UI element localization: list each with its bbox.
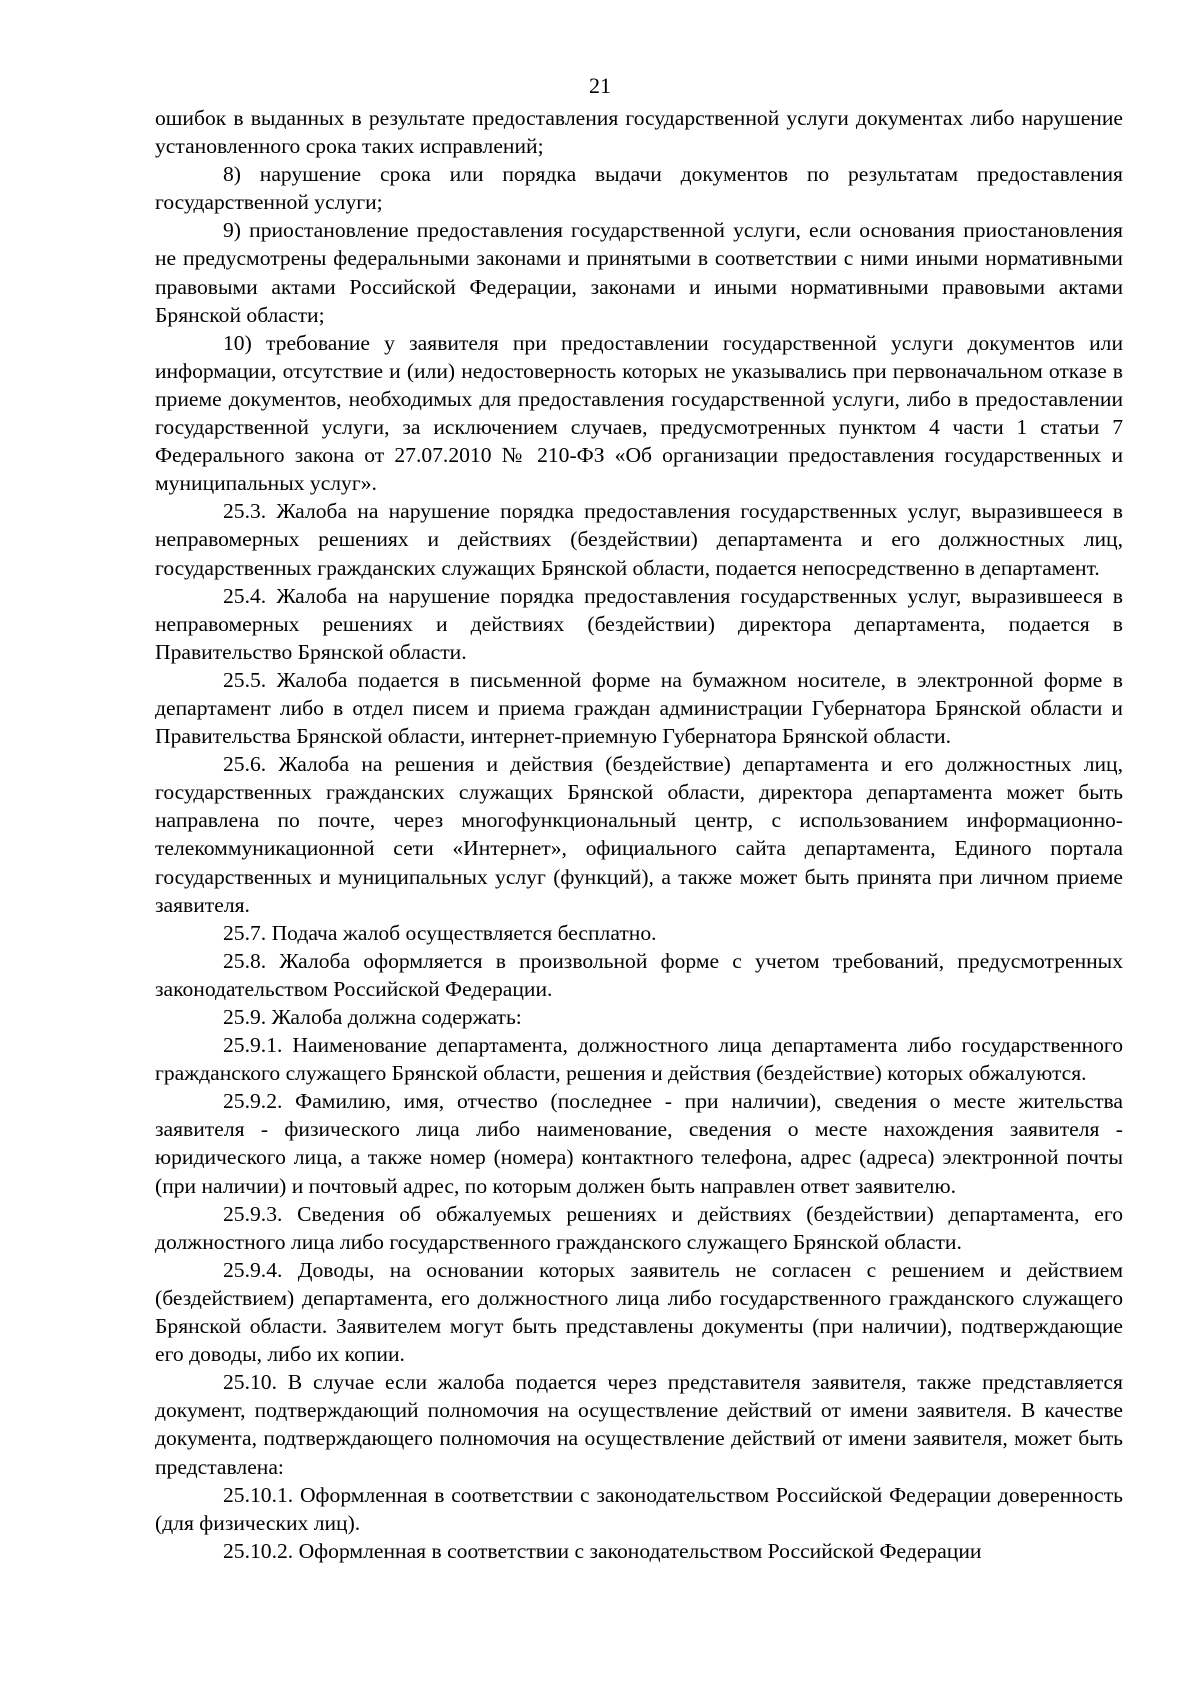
paragraph-25-4: 25.4. Жалоба на нарушение порядка предоставления государственных услуг, выразившееся в неправомерных решениях и действиях (бездействии) директора департамента, подается в Правительство Брянской области. [155,583,1123,664]
paragraph-25-3: 25.3. Жалоба на нарушение порядка предоставления государственных услуг, выразившееся в неправомерных решениях и действиях (бездействии) департамента и его должностных лиц, государственных гражданских служащих Брянской области, подается непосредственно в департамент. [155,499,1123,580]
paragraph-continuation: ошибок в выданных в результате предоставления государственной услуги документах либо нарушение установленного срока таких исправлений; [155,106,1123,159]
paragraph-25-5: 25.5. Жалоба подается в письменной форме на бумажном носителе, в электронной форме в департамент либо в отдел писем и приема граждан администрации Губернатора Брянской области и Правительства Брянской области, интернет-приемную Губернатора Брянской области. [155,667,1123,749]
paragraph-25-6: 25.6. Жалоба на решения и действия (бездействие) департамента и его должностных лиц, государственных гражданских служащих Брянской области, директора департамента может быть направлена по почте, через многофункциональный центр, с использованием информационно-телекоммуникационной сети «Интернет», официального сайта департамента, Единого портала государственных и муниципальных услуг (функций), а также может быть принята при личном приеме заявителя. [155,752,1123,917]
paragraph-25-9-3: 25.9.3. Сведения об обжалуемых решениях и действиях (бездействии) департамента, его должностного лица либо государственного гражданского служащего Брянской области. [155,1201,1123,1254]
paragraph-item-8: 8) нарушение срока или порядка выдачи документов по результатам предоставления государственной услуги; [155,162,1123,215]
document-body [155,104,1123,1565]
paragraph-item-10: 10) требование у заявителя при предоставлении государственной услуги документов или информации, отсутствие и (или) недостоверность которых не указывались при первоначальном отказе в приеме документов, необходимых для предоставления государственной услуги, либо в предоставлении государственной услуги, за исключением случаев, предусмотренных пунктом 4 части 1 статьи 7 Федерального закона от 27.07.2010 № 210-ФЗ «Об организации предоставления государственных и муниципальных услуг». [155,330,1123,496]
paragraph-25-10: 25.10. В случае если жалоба подается через представителя заявителя, также представляется документ, подтверждающий полномочия на осуществление действий от имени заявителя. В качестве документа, подтверждающего полномочия на осуществление действий от имени заявителя, может быть представлена: [155,1370,1123,1479]
paragraph-25-10-1: 25.10.1. Оформленная в соответствии с законодательством Российской Федерации доверенность (для физических лиц). [155,1482,1123,1535]
page-number: 21 [589,73,611,98]
paragraph-item-9: 9) приостановление предоставления государственной услуги, если основания приостановления не предусмотрены федеральными законами и принятыми в соответствии с ними иными нормативными правовыми актами Российской Федерации, законами и иными нормативными правовыми актами Брянской области; [155,218,1123,327]
paragraph-25-9: 25.9. Жалоба должна содержать: [223,1005,522,1029]
paragraph-25-9-2: 25.9.2. Фамилию, имя, отчество (последнее - при наличии), сведения о месте жительства заявителя - физического лица либо наименование, сведения о месте нахождения заявителя - юридического лица, а также номер (номера) контактного телефона, адрес (адреса) электронной почты (при наличии) и почтовый адрес, по которым должен быть направлен ответ заявителю. [155,1089,1123,1198]
paragraph-25-9-1: 25.9.1. Наименование департамента, должностного лица департамента либо государственного гражданского служащего Брянской области, решения и действия (бездействие) которых обжалуются. [155,1033,1123,1086]
paragraph-25-7: 25.7. Подача жалоб осуществляется бесплатно. [223,920,657,945]
paragraph-25-8: 25.8. Жалоба оформляется в произвольной форме с учетом требований, предусмотренных законодательством Российской Федерации. [155,948,1123,1001]
paragraph-25-9-4: 25.9.4. Доводы, на основании которых заявитель не согласен с решением и действием (бездействием) департамента, его должностного лица либо государственного гражданского служащего Брянской области. Заявителем могут быть представлены документы (при наличии), подтверждающие его доводы, либо их копии. [155,1257,1123,1367]
paragraph-25-10-2: 25.10.2. Оформленная в соответствии с законодательством Российской Федерации [223,1538,982,1563]
